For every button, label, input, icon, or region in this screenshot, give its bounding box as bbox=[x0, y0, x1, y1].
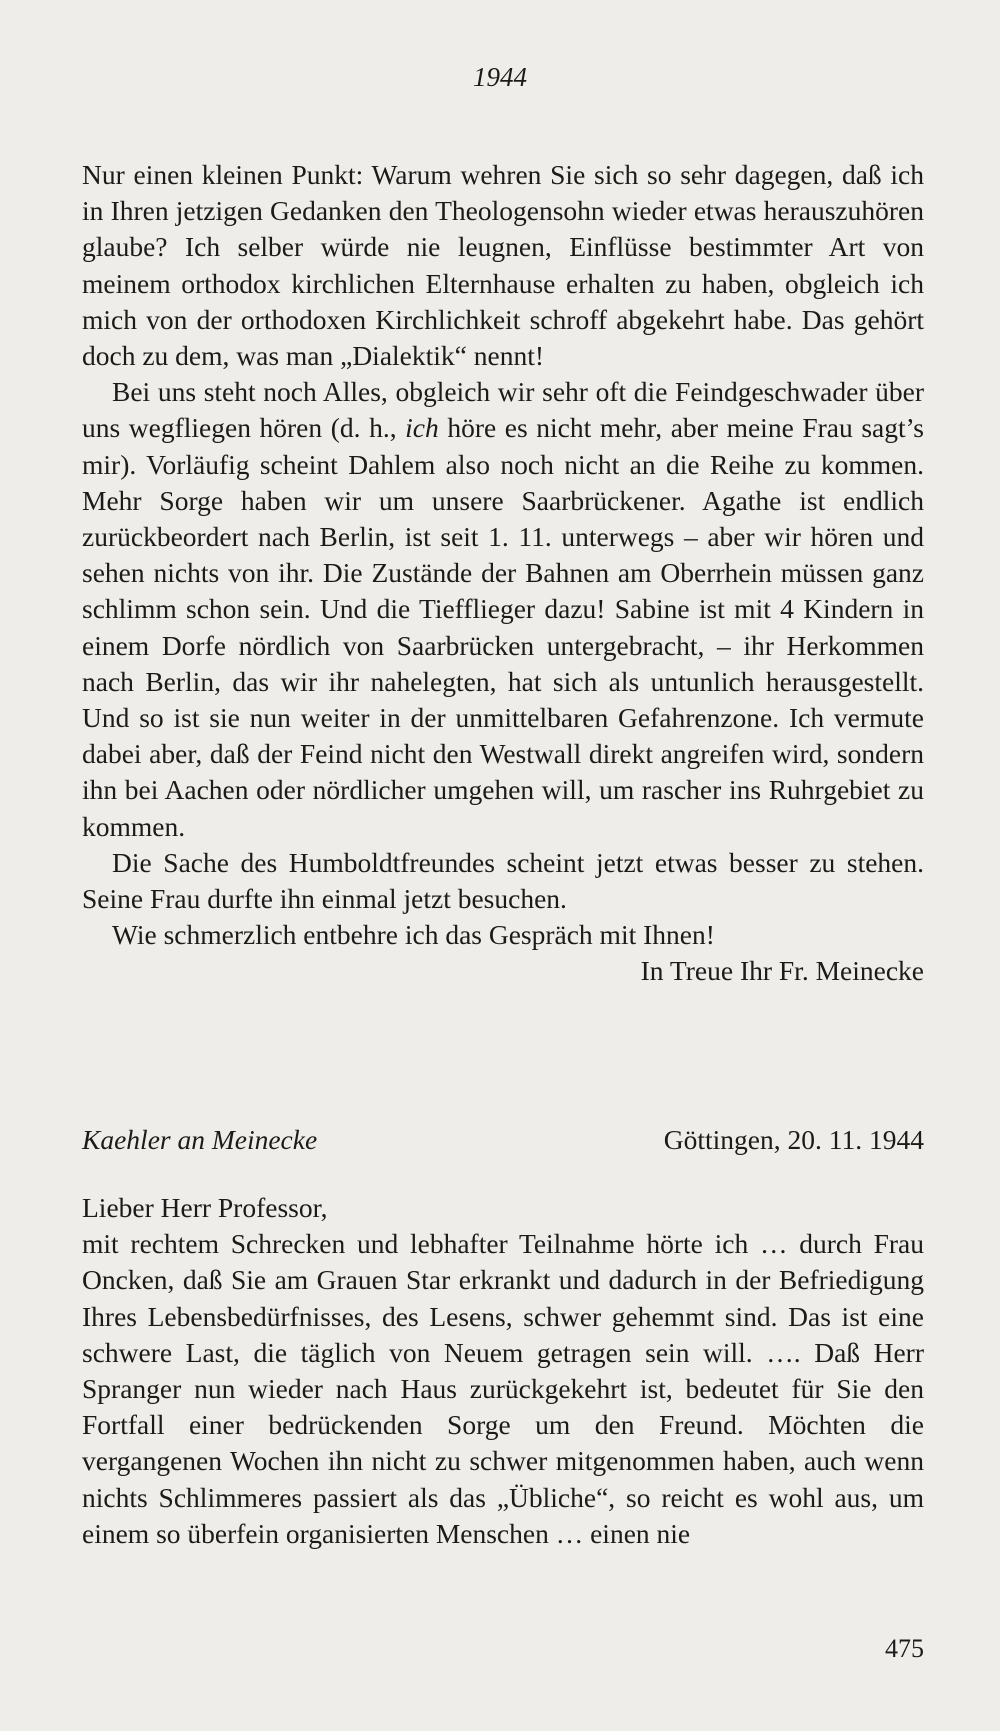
emphasis-ich: ich bbox=[405, 412, 439, 444]
letter-kaehler bbox=[82, 1190, 924, 1552]
page-number: 475 bbox=[885, 1634, 924, 1663]
letter-place-date: Göttingen, 20. 11. 1944 bbox=[663, 1124, 924, 1155]
letter-meinecke-continuation bbox=[82, 157, 924, 990]
paragraph-gespraech: Wie schmerzlich entbehre ich das Gespräch mit Ihnen! bbox=[112, 919, 715, 951]
running-header-year: 1944 bbox=[473, 62, 527, 92]
paragraph-text: Bei uns steht noch Alles, obgleich wir sehr oft die Feindgeschwader über uns wegfliegen hören (d. h., bbox=[82, 376, 924, 444]
letter-heading bbox=[82, 1124, 924, 1156]
closing-signature: In Treue Ihr Fr. Meinecke bbox=[640, 955, 924, 987]
salutation: Lieber Herr Professor, bbox=[82, 1192, 328, 1223]
paragraph-dialektik: Nur einen kleinen Punkt: Warum wehren Sie sich so sehr dagegen, daß ich in Ihren jetzigen Gedanken den Theologensohn wieder etwas herauszuhören glaube? Ich selber würde nie leugnen, Einflüsse bestimmter Art von meinem orthodox kirchlichen Elternhause erhalten zu haben, obgleich ich mich von der orthodoxen Kirchlichkeit schroff abgekehrt habe. Das gehört doch zu dem, was man „Dialektik“ nennt! bbox=[82, 159, 924, 372]
paragraph-feindgeschwader bbox=[82, 374, 924, 845]
letter-body: mit rechtem Schrecken und lebhafter Teilnahme hörte ich … durch Frau Oncken, daß Sie am Grauen Star erkrankt und dadurch in der Befriedigung Ihres Lebensbedürfnisses, des Lesens, schwer gehemmt sind. Das ist eine schwere Last, die täglich von Neuem getragen sein will. …. Daß Herr Spranger nun wieder nach Haus zurückgekehrt ist, bedeutet für Sie den Fortfall einer bedrückenden Sorge um den Freund. Möchten die vergangenen Wochen ihn nicht zu schwer mitgenommen haben, auch wenn nichts Schlimmeres passiert als das „Übliche“, so reicht es wohl aus, um einem so überfein organisierten Menschen … einen nie bbox=[82, 1228, 924, 1549]
paragraph-humboldtfreund: Die Sache des Humboldtfreundes scheint jetzt etwas besser zu stehen. Seine Frau durfte ihn einmal jetzt besuchen. bbox=[82, 846, 924, 915]
paragraph-text: höre es nicht mehr, aber meine Frau sagt’s mir). Vorläufig scheint Dahlem also noch nicht an die Reihe zu kommen. Mehr Sorge haben wir um unsere Saarbrückener. Agathe ist endlich zurückbeordert nach Berlin, ist seit 1. 11. unterwegs – aber wir hören und sehen nichts von ihr. Die Zustände der Bahnen am Oberrhein müssen ganz schlimm schon sein. Und die Tiefflieger dazu! Sabine ist mit 4 Kindern in einem Dorfe nördlich von Saarbrücken untergebracht, – ihr Herkommen nach Berlin, das wir ihr nahelegten, hat sich als untunlich herausgestellt. Und so ist sie nun weiter in der unmittelbaren Gefahrenzone. Ich vermute dabei aber, daß der Feind nicht den Westwall direkt angreifen wird, sondern ihn bei Aachen oder nördlicher umgehen will, um rascher ins Ruhrgebiet zu kommen. bbox=[82, 412, 924, 842]
letter-correspondents: Kaehler an Meinecke bbox=[82, 1124, 318, 1155]
